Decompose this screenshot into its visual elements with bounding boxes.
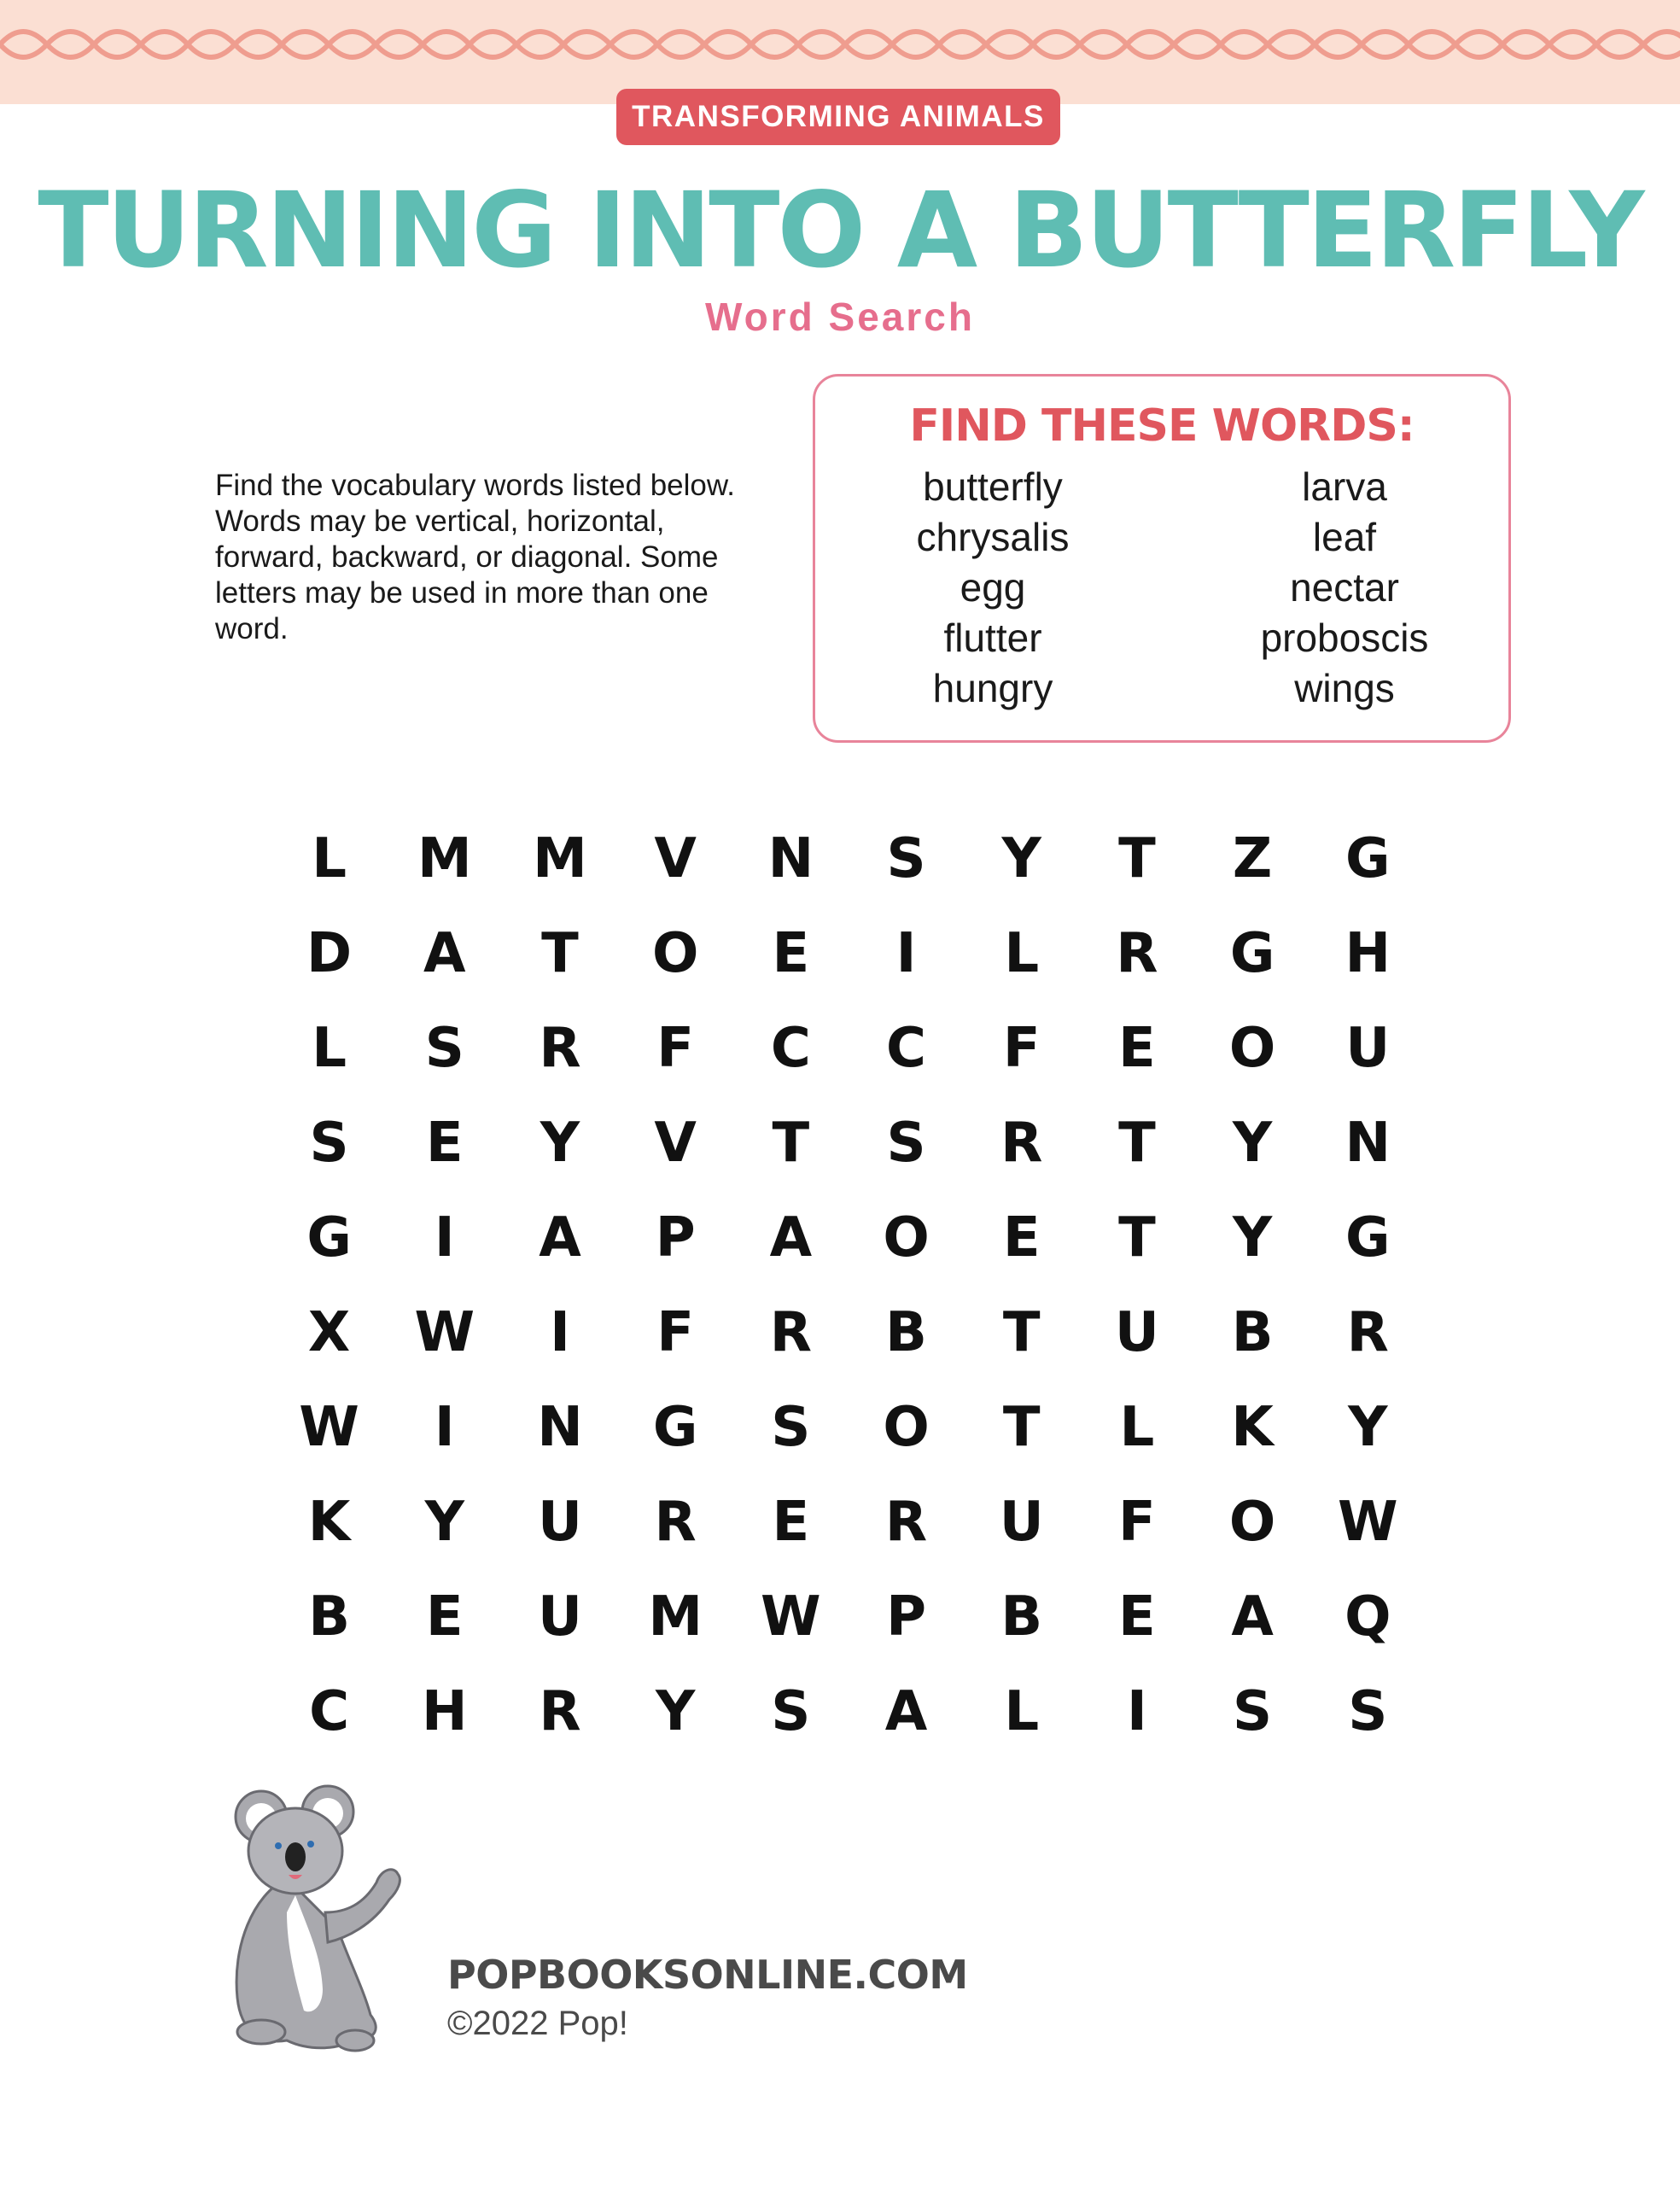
grid-letter: A (423, 921, 466, 985)
grid-letter: U (999, 1490, 1044, 1554)
grid-letter: R (539, 1679, 581, 1743)
grid-letter: Z (1232, 826, 1273, 890)
grid-letter: Q (1345, 1585, 1391, 1649)
grid-letter: L (1119, 1395, 1155, 1459)
grid-letter: N (1345, 1111, 1391, 1175)
grid-letter: F (656, 1300, 695, 1364)
grid-letter: V (654, 1111, 697, 1175)
grid-letter: L (312, 826, 347, 890)
word-list-right-column (1191, 462, 1498, 714)
grid-letter: N (767, 826, 814, 890)
word-list-item: wings (1294, 666, 1395, 710)
grid-letter: O (1228, 1490, 1276, 1554)
grid-letter: U (537, 1585, 582, 1649)
grid-letter: S (424, 1016, 464, 1080)
word-list-item: hungry (932, 666, 1053, 710)
category-label: TRANSFORMING ANIMALS (616, 89, 1060, 145)
grid-letter: U (1345, 1016, 1391, 1080)
grid-letter: T (541, 921, 579, 985)
grid-letter: A (539, 1205, 581, 1270)
grid-letter: S (886, 1111, 926, 1175)
grid-letter: S (1348, 1679, 1388, 1743)
instructions-text: Find the vocabulary words listed below. Words may be vertical, horizontal, forward, backward, or diagonal. Some letters may be used in more than one word. (215, 469, 735, 645)
grid-letter: E (1118, 1585, 1156, 1649)
grid-letter: E (772, 921, 810, 985)
word-list-item: larva (1302, 464, 1387, 509)
grid-letter: M (648, 1585, 703, 1649)
word-list-item: chrysalis (916, 515, 1070, 559)
word-list-item: nectar (1290, 565, 1399, 610)
grid-letter: N (537, 1395, 583, 1459)
grid-letter: C (886, 1016, 927, 1080)
grid-letter: U (1114, 1300, 1159, 1364)
grid-letter: C (309, 1679, 350, 1743)
grid-letter: S (771, 1679, 811, 1743)
grid-letter: Y (1232, 1111, 1273, 1175)
grid-letter: L (1004, 1679, 1040, 1743)
grid-letter: Y (424, 1490, 464, 1554)
grid-letter: G (1345, 1205, 1391, 1270)
grid-letter: E (425, 1585, 464, 1649)
copyright-text: ©2022 Pop! (447, 2005, 628, 2042)
grid-letter: F (656, 1016, 695, 1080)
grid-letter: R (654, 1490, 697, 1554)
word-list-left-column (839, 462, 1146, 714)
grid-letter: E (425, 1111, 464, 1175)
koala-illustration (227, 1784, 449, 2058)
grid-letter: I (895, 921, 917, 985)
grid-row (271, 1190, 1432, 1285)
word-search-grid (271, 811, 1432, 1759)
grid-letter: F (1118, 1490, 1156, 1554)
grid-letter: A (884, 1679, 928, 1743)
grid-letter: B (885, 1300, 927, 1364)
grid-letter: O (651, 921, 699, 985)
word-list-item: leaf (1312, 515, 1377, 559)
grid-letter: T (772, 1111, 810, 1175)
grid-letter: R (884, 1490, 928, 1554)
website-link[interactable]: POPBOOKSONLINE.COM (447, 1952, 968, 1998)
grid-letter: V (654, 826, 697, 890)
grid-letter: T (1002, 1300, 1041, 1364)
grid-letter: L (312, 1016, 347, 1080)
grid-letter: R (1346, 1300, 1389, 1364)
wave-border-decoration (0, 19, 1680, 70)
grid-row (271, 811, 1432, 906)
page-subtitle: Word Search (705, 295, 975, 339)
grid-letter: W (1337, 1490, 1398, 1554)
grid-letter: R (1116, 921, 1158, 985)
grid-letter: I (550, 1300, 570, 1364)
grid-letter: I (434, 1395, 455, 1459)
grid-letter: G (1345, 826, 1391, 890)
grid-letter: B (1231, 1300, 1274, 1364)
grid-letter: Y (655, 1679, 696, 1743)
grid-letter: S (886, 826, 926, 890)
grid-letter: W (414, 1300, 475, 1364)
grid-row (271, 1285, 1432, 1380)
grid-letter: T (1118, 826, 1156, 890)
grid-letter: O (1228, 1016, 1276, 1080)
grid-row (271, 906, 1432, 1001)
word-list-item: butterfly (923, 464, 1063, 509)
word-list-item: flutter (943, 616, 1042, 660)
grid-letter: D (306, 921, 353, 985)
grid-letter: G (306, 1205, 352, 1270)
grid-letter: S (309, 1111, 349, 1175)
grid-letter: B (308, 1585, 350, 1649)
grid-letter: M (417, 826, 472, 890)
grid-letter: P (886, 1585, 926, 1649)
grid-letter: E (1118, 1016, 1156, 1080)
grid-letter: A (1231, 1585, 1274, 1649)
word-list-item: egg (960, 565, 1026, 610)
word-list-title: FIND THESE WORDS: (909, 400, 1415, 452)
grid-letter: F (1002, 1016, 1041, 1080)
grid-letter: T (1118, 1111, 1156, 1175)
grid-letter: H (422, 1679, 468, 1743)
grid-letter: R (1000, 1111, 1043, 1175)
grid-letter: W (761, 1585, 821, 1649)
grid-letter: Y (1232, 1205, 1273, 1270)
grid-letter: P (655, 1205, 696, 1270)
grid-row (271, 1474, 1432, 1569)
grid-letter: C (770, 1016, 811, 1080)
grid-letter: X (307, 1300, 351, 1364)
grid-letter: K (1231, 1395, 1274, 1459)
grid-letter: G (1229, 921, 1275, 985)
word-list-item: proboscis (1260, 616, 1429, 660)
grid-row (271, 1664, 1432, 1759)
grid-row (271, 1569, 1432, 1664)
grid-letter: O (883, 1395, 930, 1459)
grid-letter: U (537, 1490, 582, 1554)
page-title: TURNING INTO A BUTTERFLY (38, 170, 1642, 291)
grid-letter: S (771, 1395, 811, 1459)
grid-letter: Y (1001, 826, 1041, 890)
grid-letter: H (1345, 921, 1391, 985)
grid-letter: W (299, 1395, 359, 1459)
grid-letter: Y (540, 1111, 580, 1175)
grid-row (271, 1380, 1432, 1474)
grid-letter: T (1118, 1205, 1156, 1270)
grid-letter: S (1233, 1679, 1273, 1743)
grid-letter: R (539, 1016, 581, 1080)
grid-letter: M (533, 826, 587, 890)
word-list-box (813, 374, 1511, 743)
grid-letter: O (883, 1205, 930, 1270)
grid-letter: E (1002, 1205, 1041, 1270)
grid-letter: A (769, 1205, 813, 1270)
grid-row (271, 1001, 1432, 1095)
grid-letter: I (434, 1205, 455, 1270)
grid-letter: L (1004, 921, 1040, 985)
grid-letter: Y (1348, 1395, 1388, 1459)
grid-letter: B (1000, 1585, 1043, 1649)
grid-row (271, 1095, 1432, 1190)
grid-letter: E (772, 1490, 810, 1554)
grid-letter: T (1002, 1395, 1041, 1459)
grid-letter: K (307, 1490, 351, 1554)
grid-letter: R (769, 1300, 812, 1364)
grid-letter: G (652, 1395, 698, 1459)
grid-letter: I (1127, 1679, 1147, 1743)
